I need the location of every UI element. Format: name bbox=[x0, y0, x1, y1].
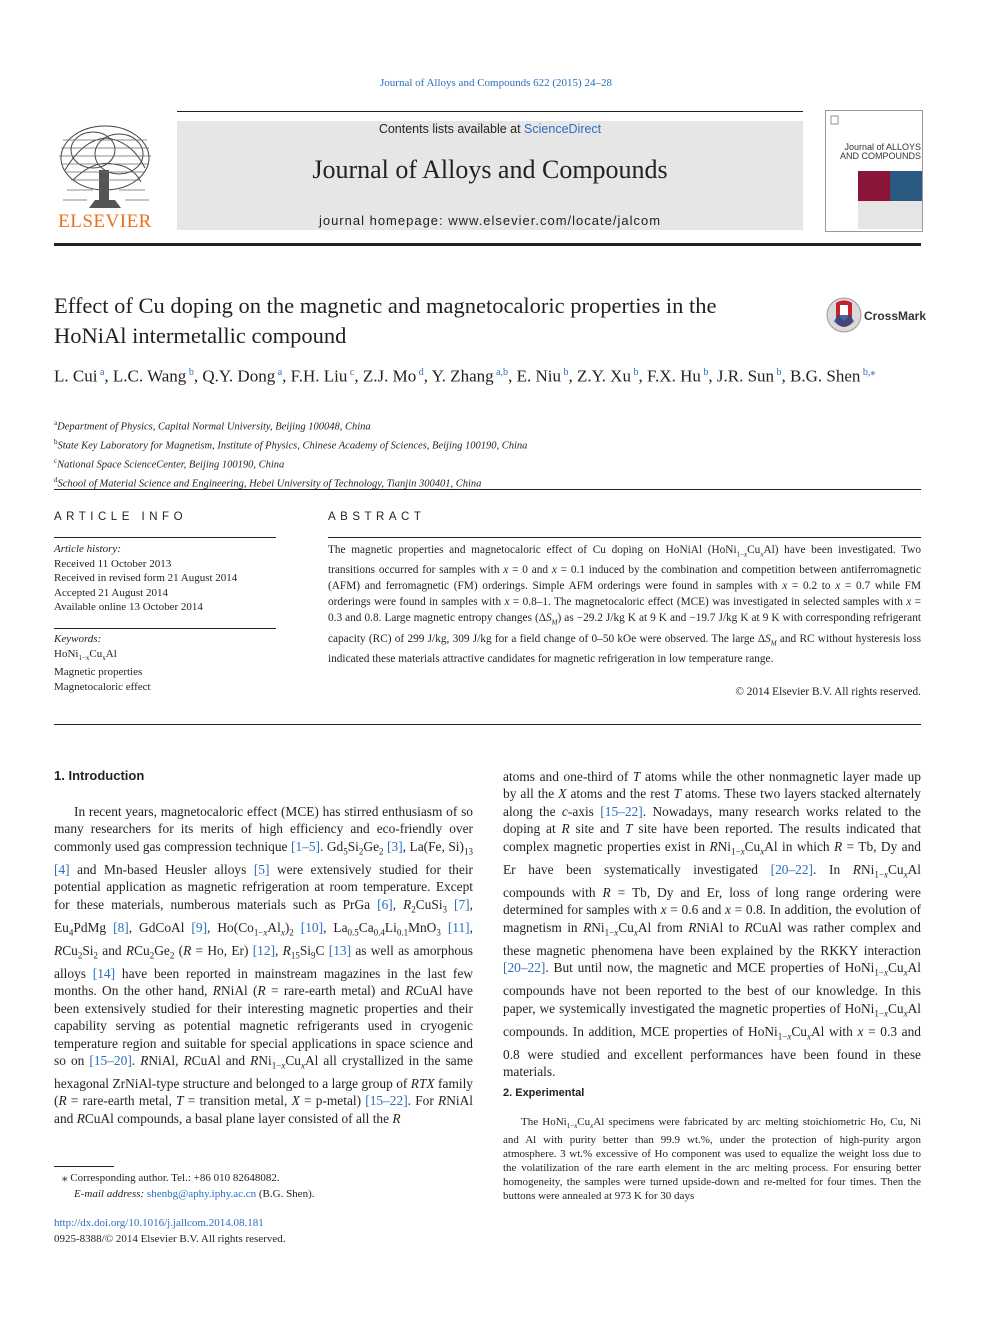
doi-block bbox=[54, 1215, 474, 1247]
abstract-copyright: © 2014 Elsevier B.V. All rights reserved. bbox=[735, 686, 921, 698]
article-history bbox=[54, 542, 276, 615]
author-separator: , bbox=[354, 366, 363, 386]
author-affiliation-mark[interactable]: d bbox=[416, 367, 424, 378]
intro-text: In recent years, magnetocaloric effect (MCE) has stirred enthusiasm of so many researchers for its merits of high efficiency and eco-friendly over commonly used gas compression technique [1–5]. $Gd_5Si_2Ge_2$ [3], La(Fe, $Si)_{13}$ [4] and Mn-based Heusler alloys [5] were extensively studied for their potential application as magnetic refrigeration at room temperature. Except for these materials, numberous materials such as PrGa [6], $R_2CuSi_3$ [7], $Eu_4PdMg$ [8], GdCoAl [9], $Ho(Co_{1-x}Al_x)_2$ [10], $La_{0.5}Ca_{0.4}Li_{0.1}MnO_3$ [11], $RCu_2Si_2$ and $RCu_2Ge_2$ (R = Ho, Er) [12], $R_{15}Si_9C$ [13] as well as amorphous alloys [14] have been reported in mainstream magazines in the last few months. On the other hand, RNiAl (R = rare-earth metal) and RCuAl have been extensively studied for their interesting magnetic properties and their capability serving as potential magnetic refrigerants used in cryogenic temperature region and suitable for special applications in space science and so on [15–20]. RNiAl, RCuAl and $RNi_{1-x}Cu_xAl$ all crystallized in the same hexagonal ZrNiAl-type structure and belonged to a large group of RTX family (R = rare-earth metal, T = transition metal, X = p-metal) [15–22]. For RNiAl and RCuAl compounds, a basal plane layer consisted of all the R bbox=[54, 804, 474, 1126]
author-name[interactable]: Z.J. Mo bbox=[362, 366, 417, 386]
author-separator: , bbox=[568, 366, 577, 386]
keywords-rule bbox=[54, 628, 276, 629]
issn-line: 0925-8388/© 2014 Elsevier B.V. All rights reserved. bbox=[54, 1233, 286, 1245]
author-name[interactable]: B.G. Shen bbox=[790, 366, 861, 386]
author-name[interactable]: J.R. Sun bbox=[716, 366, 775, 386]
author-separator: , bbox=[508, 366, 517, 386]
history-received: Received 11 October 2013 bbox=[54, 557, 172, 570]
abstract-rule bbox=[328, 537, 921, 538]
header-bottom-rule bbox=[54, 243, 921, 246]
experimental-heading: 2. Experimental bbox=[503, 1087, 585, 1099]
author-affiliation-mark[interactable]: b bbox=[774, 367, 782, 378]
affiliation-item: $^a$Department of Physics, Capital Normal University, Beijing 100048, China bbox=[54, 419, 371, 433]
corresponding-author-note bbox=[62, 1170, 482, 1202]
doi-link[interactable]: http://dx.doi.org/10.1016/j.jallcom.2014.08.181 bbox=[54, 1217, 264, 1229]
sciencedirect-link[interactable]: ScienceDirect bbox=[524, 122, 602, 136]
abstract-text: The magnetic properties and magnetocaloric effect of Cu doping on HoNiAl $(HoNi_{1-x}Cu_xAl)$ have been investigated. Two transitions occurred for samples with x = 0 and x = 0.1 induced by the combination and competition between antiferromagnetic (AFM) and ferromagnetic (FM) orderings. Simple AFM orderings were found in samples with x = 0.2 to x = 0.7 while FM orderings were found in samples with x = 0.8–1. The magnetocaloric effect (MCE) was investigated in selected samples with x = 0.3 and 0.8. Large magnetic entropy changes $(\Delta S_M)$ as −29.2 J/kg K at 9 K and −19.7 J/kg K at 9 K with corresponding refrigerant capacity (RC) of 299 J/kg, 309 J/kg for a field change of 0–50 kOe were observed. The large $\Delta S_M$ and RC without hysteresis loss indicated these materials attractive candidates for magnetic refrigeration in low temperature range. bbox=[328, 544, 922, 665]
header-top-rule bbox=[177, 111, 803, 112]
author-separator: , bbox=[708, 366, 717, 386]
author-name[interactable]: L.C. Wang bbox=[112, 366, 187, 386]
intro-text-continued: atoms and one-third of T atoms while the other nonmagnetic layer made up by all the X atoms and the rest T atoms. These two layers stacked alternately along the c-axis [15–22]. Nowadays, many research works related to the doping at R site and T site have been reported. The results indicated that complex magnetic properties exist in $RNi_{1-x}Cu_xAl$ in which R = Tb, Dy and Er have been systematically investigated [20–22]. In $RNi_{1-x}Cu_xAl$ compounds with R = Tb, Dy and Er, loss of long range ordering were determined for samples with x = 0.6 and x = 0.8. In addition, the evolution of magnetism in $RNi_{1-x}Cu_xAl$ from RNiAl to RCuAl was rather complex and these magnetic phenomena have been explained by the RKKY interaction [20–22]. But until now, the magnetic and MCE properties of $HoNi_{1-x}Cu_xAl$ compounds have not been reported to the best of our knowledge. In this paper, we systemically investigated the magnetic properties of $HoNi_{1-x}Cu_xAl$ compounds. In addition, MCE properties of $HoNi_{1-x}Cu_xAl$ with x = 0.3 and 0.8 were studied and excellent performances have been found in these materials. bbox=[503, 769, 922, 1080]
author-separator: , bbox=[423, 366, 432, 386]
crossmark-icon[interactable] bbox=[826, 297, 862, 333]
keywords-label: Keywords: bbox=[54, 633, 102, 645]
author-affiliation-mark[interactable]: c bbox=[347, 367, 355, 378]
cover-title: Journal of ALLOYS AND COMPOUNDS bbox=[839, 142, 921, 161]
email-link[interactable]: shenbg@aphy.iphy.ac.cn bbox=[146, 1188, 257, 1200]
author-affiliation-mark[interactable]: b bbox=[186, 367, 194, 378]
journal-cover-art bbox=[826, 111, 922, 231]
author-name[interactable]: L. Cui bbox=[54, 366, 98, 386]
abstract-bottom-rule bbox=[54, 724, 921, 725]
affiliation-rule bbox=[54, 489, 921, 490]
journal-name: Journal of Alloys and Compounds bbox=[312, 155, 668, 184]
author-affiliation-mark[interactable]: b,⁎ bbox=[860, 367, 876, 378]
crossmark-label[interactable]: CrossMark bbox=[864, 309, 927, 323]
author-affiliation-mark[interactable]: a bbox=[275, 367, 283, 378]
author-separator: , bbox=[193, 366, 203, 386]
author-affiliation-mark[interactable]: b bbox=[700, 367, 709, 378]
affiliation-item: $^b$State Key Laboratory for Magnetism, Institute of Physics, Chinese Academy of Sciences, Beijing 100190, China bbox=[54, 438, 528, 452]
author-name[interactable]: Y. Zhang bbox=[431, 366, 494, 386]
history-revised: Received in revised form 21 August 2014 bbox=[54, 572, 238, 584]
author-separator: , bbox=[282, 366, 291, 386]
keywords bbox=[54, 632, 276, 694]
history-label: Article history: bbox=[54, 543, 121, 555]
journal-homepage[interactable]: journal homepage: www.elsevier.com/locate/jalcom bbox=[318, 213, 662, 228]
author-separator: , bbox=[104, 366, 113, 386]
author-affiliation-mark[interactable]: b bbox=[630, 367, 639, 378]
history-accepted: Accepted 21 August 2014 bbox=[54, 586, 168, 599]
corresponding-author: ⁎ Corresponding author. Tel.: +86 010 82648082. bbox=[62, 1172, 280, 1184]
email-line: E-mail address: shenbg@aphy.iphy.ac.cn (B.G. Shen). bbox=[74, 1188, 315, 1200]
author-list bbox=[54, 362, 920, 388]
journal-cover[interactable] bbox=[825, 110, 923, 232]
history-online: Available online 13 October 2014 bbox=[54, 601, 203, 613]
author-name[interactable]: F.X. Hu bbox=[646, 366, 701, 386]
article-info-heading: ARTICLE INFO bbox=[54, 511, 188, 523]
affiliation-item: $^d$School of Material Science and Engineering, Hebei University of Technology, Tianjin 300401, China bbox=[54, 476, 482, 490]
author-affiliation-mark[interactable]: b bbox=[560, 367, 569, 378]
author-affiliation-mark[interactable]: a,b bbox=[493, 367, 509, 378]
keyword-item: Magnetocaloric effect bbox=[54, 680, 151, 693]
author-separator: , bbox=[638, 366, 647, 386]
keyword-item: $HoNi_{1-x}Cu_xAl$ bbox=[54, 647, 117, 662]
author-name[interactable]: F.H. Liu bbox=[290, 366, 348, 386]
author-name[interactable]: E. Niu bbox=[516, 366, 561, 386]
author-separator: , bbox=[781, 366, 791, 386]
abstract-heading: ABSTRACT bbox=[328, 511, 426, 523]
author-affiliation-mark[interactable]: a bbox=[97, 367, 105, 378]
contents-line: Contents lists available at ScienceDirect bbox=[378, 122, 602, 136]
author-name[interactable]: Z.Y. Xu bbox=[576, 366, 631, 386]
journal-citation[interactable]: Journal of Alloys and Compounds 622 (2015) 24–28 bbox=[380, 77, 612, 89]
intro-heading: 1. Introduction bbox=[54, 768, 145, 783]
footnote-rule bbox=[54, 1166, 114, 1167]
article-title: Effect of Cu doping on the magnetic and magnetocaloric properties in the HoNiAl intermetallic compound bbox=[54, 293, 717, 348]
experimental-text: The $HoNi_{1-x}Cu_xAl$ specimens were fabricated by arc melting stoichiometric Ho, Cu, Ni and Al with purity better than 99.9 wt.%, under the protection of high-purity argon atmosphere. 3 wt.% excessive of Ho component was used to equalize the weight loss due to the volatilization of the rare earth element in the arc melting process. For ensuring better homogeneity, the samples were turned upside-down and re-melted for four times. Then the buttons were annealed at 973 K for 30 days bbox=[503, 1116, 921, 1203]
affiliation-item: $^c$National Space ScienceCenter, Beijing 100190, China bbox=[54, 457, 285, 471]
keyword-item: Magnetic properties bbox=[54, 666, 143, 679]
affiliation-list bbox=[54, 416, 920, 492]
article-info-rule bbox=[54, 537, 276, 538]
author-name[interactable]: Q.Y. Dong bbox=[202, 366, 276, 386]
elsevier-wordmark: ELSEVIER bbox=[58, 211, 152, 232]
